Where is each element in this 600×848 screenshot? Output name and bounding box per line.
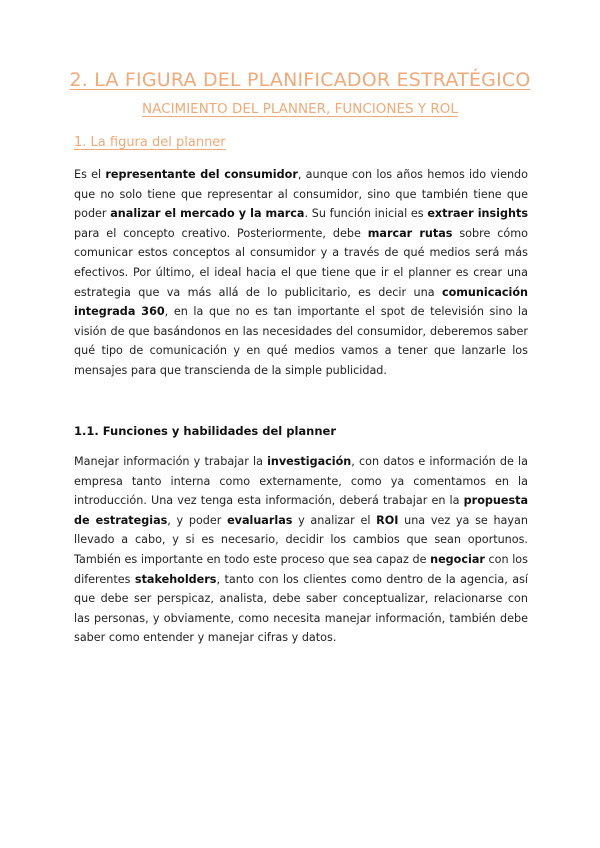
text-run: Es el bbox=[74, 168, 106, 181]
text-run: con los diferentes bbox=[74, 552, 528, 586]
text-run: , en la que no es tan importante el spot de televisión sino la visión de que basándonos en las necesidades del consumidor, deberemos saber qué tipo de comunicación y en qué medios vamos a tener que lanzarle los mensajes para que transcienda de la simple publicidad. bbox=[74, 305, 528, 377]
section-heading-funciones: 1.1. Funciones y habilidades del planner bbox=[74, 424, 337, 438]
bold-phrase: comunicación integrada 360 bbox=[74, 285, 528, 319]
bold-phrase: evaluarlas bbox=[227, 513, 293, 527]
document-subtitle: NACIMIENTO DEL PLANNER, FUNCIONES Y ROL bbox=[142, 101, 458, 117]
bold-phrase: marcar rutas bbox=[367, 226, 453, 240]
bold-phrase: negociar bbox=[430, 552, 485, 566]
text-run: , con datos e información de la empresa tanto interna como externamente, como ya comentamos en la introducción. Una vez tenga esta información, deberá trabajar en la bbox=[74, 455, 528, 508]
text-run: una vez ya se hayan llevado a cabo, y si es necesario, decidir los cambios que sean oportunos. También es importante en todo este proceso que sea capaz de bbox=[74, 513, 528, 566]
text-run: para el concepto creativo. Posteriormente, debe bbox=[74, 226, 368, 240]
text-run: , tanto con los clientes como dentro de la agencia, así que debe ser perspicaz, analista, debe saber conceptualizar, relacionarse con las personas, y obviamente, como necesita manejar información, también debe saber como entender y manejar cifras y datos. bbox=[74, 572, 529, 645]
text-run: sobre cómo comunicar estos conceptos al consumidor y a través de qué medios será más efectivos. Por último, el ideal hacia el que tiene que ir el planner es crear una estrategia que va más allá de lo publicitario, es decir una bbox=[74, 226, 528, 299]
text-run: , y poder bbox=[167, 513, 228, 527]
section-paragraph-funciones bbox=[74, 452, 528, 648]
text-run: y analizar el bbox=[292, 513, 377, 527]
text-run: Manejar información y trabajar la bbox=[74, 455, 268, 468]
text-run: . Su función inicial es bbox=[304, 207, 428, 221]
bold-phrase: investigación bbox=[267, 455, 352, 468]
bold-phrase: propuesta de estrategias bbox=[74, 494, 528, 527]
bold-phrase: analizar el mercado y la marca bbox=[110, 207, 305, 221]
bold-phrase: stakeholders bbox=[134, 572, 217, 586]
section-paragraph-figura-planner bbox=[74, 165, 528, 381]
section-heading-figura-planner: 1. La figura del planner bbox=[74, 135, 226, 150]
document-title: 2. LA FIGURA DEL PLANIFICADOR ESTRATÉGICO bbox=[69, 69, 531, 91]
bold-phrase: ROI bbox=[376, 513, 399, 527]
bold-phrase: extraer insights bbox=[427, 207, 528, 221]
bold-phrase: representante del consumidor bbox=[105, 168, 298, 181]
text-run: , aunque con los años hemos ido viendo que no solo tiene que representar al consumidor, sino que también tiene que poder bbox=[74, 168, 528, 221]
